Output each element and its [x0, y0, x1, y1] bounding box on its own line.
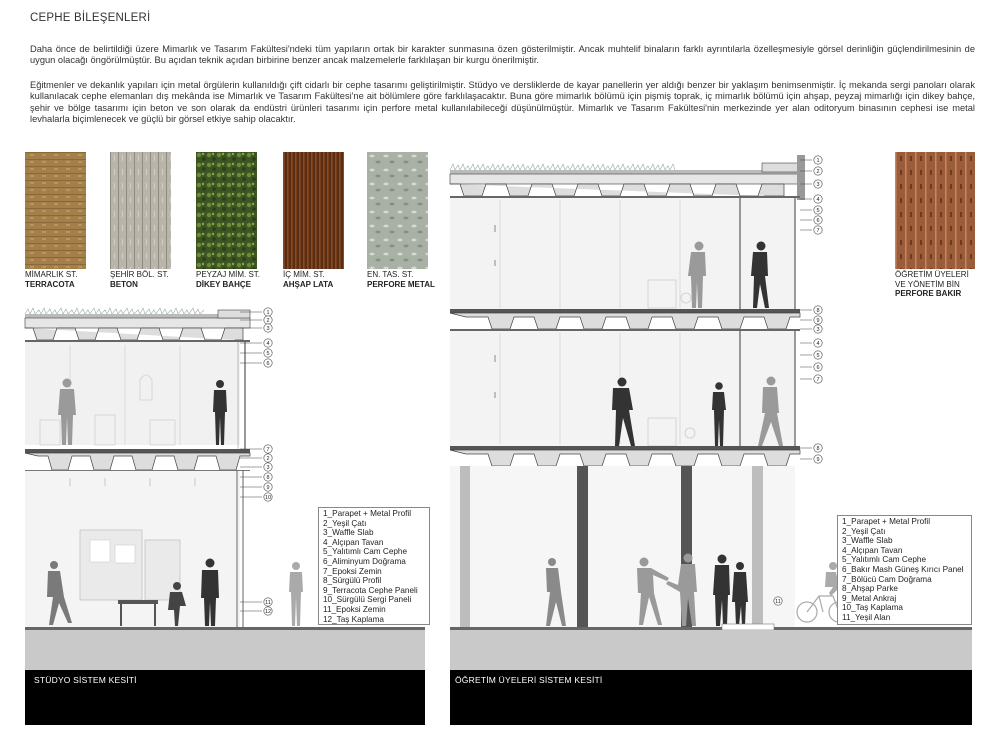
page-title: CEPHE BİLEŞENLERİ — [30, 12, 151, 24]
tag-number: 9 — [816, 457, 820, 464]
tag-number: 4 — [816, 197, 820, 204]
tag-number: 2 — [266, 318, 270, 325]
legend-item: 1_Parapet + Metal Profil — [323, 509, 412, 518]
legend-item: 12_Taş Kaplama — [323, 614, 384, 624]
tag-number: 9 — [816, 318, 820, 325]
tag-number: 2 — [266, 456, 270, 463]
material-name: AHŞAP LATA — [283, 279, 334, 289]
tag-number: 11 — [265, 600, 271, 607]
tag-number: 3 — [266, 465, 270, 472]
legend-item: 2_Yeşil Çatı — [323, 518, 367, 528]
legend-item: 6_Aliminyum Doğrama — [323, 557, 406, 566]
legend-item: 6_Bakır Mash Güneş Kırıcı Panel — [842, 565, 964, 574]
tag-number: 10 — [264, 495, 272, 502]
studio-tags — [264, 308, 272, 615]
faculty-caption: ÖĞRETİM ÜYELERİ SİSTEM KESİTİ — [455, 675, 603, 685]
tag-number: 6 — [816, 365, 820, 372]
material-dept: PEYZAJ MİM. ST. — [196, 270, 261, 279]
tag-number: 7 — [266, 447, 270, 454]
tag-number: 3 — [266, 326, 270, 333]
legend-item: 10_Taş Kaplama — [842, 603, 903, 613]
material-dept: MİMARLIK ST. — [25, 270, 78, 279]
tag-number: 4 — [266, 341, 270, 348]
tag-number: 6 — [816, 218, 820, 225]
tag-number: 3 — [816, 327, 820, 334]
legend-item: 9_Metal Ankraj — [842, 593, 897, 603]
studio-caption: STÜDYO SİSTEM KESİTİ — [34, 675, 137, 685]
intro-paragraph: Daha önce de belirtildiği üzere Mimarlık ve Tasarım Fakültesi'ndeki tüm yapıların ortak bir karakter sunmasına özen gösterilmiştir. Ancak muhtelif binaların farklı ayrıntılarla özelleşmesiyle görsel derinliğin güçlendirilmesinin de uygun olacağı öngörülmüştür. Bu açıdan teknik açıdan birbirine benzer ancak malzemelerle farklılaşan bir kurgu önerilmiştir. — [30, 44, 975, 66]
tag-number: 3 — [816, 182, 820, 189]
tag-number: 2 — [816, 169, 820, 176]
tag-number: 1 — [816, 158, 820, 165]
tag-number: 11 — [775, 599, 781, 606]
swatch-right-line1: ÖĞRETİM ÜYELERİ — [895, 270, 969, 279]
tag-number: 5 — [266, 351, 270, 358]
legend-item: 10_Sürgülü Sergi Paneli — [323, 595, 412, 605]
tag-number: 9 — [266, 485, 270, 492]
material-dept: ŞEHİR BÖL. ST. — [110, 270, 169, 279]
legend-item: 8_Sürgülü Profil — [323, 576, 382, 586]
material-dept: EN. TAS. ST. — [367, 270, 414, 279]
legend-item: 9_Terracota Cephe Paneli — [323, 585, 418, 595]
legend-item: 1_Parapet + Metal Profil — [842, 517, 931, 526]
legend-item: 11_Yeşil Alan — [842, 613, 891, 622]
tag-number: 1 — [266, 310, 270, 317]
legend-item: 11_Epoksi Zemin — [323, 605, 386, 614]
tag-number: 8 — [266, 475, 270, 482]
legend-item: 3_Waffle Slab — [842, 536, 893, 546]
legend-item: 5_Yalıtımlı Cam Cephe — [323, 547, 408, 557]
tag-number: 4 — [816, 341, 820, 348]
tag-number: 7 — [816, 228, 820, 235]
legend-item: 3_Waffle Slab — [323, 528, 374, 538]
tag-number: 8 — [816, 308, 820, 315]
swatch-right-material: PERFORE BAKIR — [895, 289, 962, 298]
legend-item: 4_Alçıpan Tavan — [323, 537, 384, 547]
legend-item: 4_Alçıpan Tavan — [842, 545, 903, 555]
legend-item: 7_Bölücü Cam Doğrama — [842, 574, 932, 584]
tag-number: 8 — [816, 446, 820, 453]
legend-item: 5_Yalıtımlı Cam Cephe — [842, 555, 927, 565]
tag-number: 12 — [264, 609, 272, 616]
swatch-right-line2: VE YÖNETİM BİN — [895, 279, 960, 289]
material-dept: İÇ MİM. ST. — [283, 270, 325, 279]
tag-number: 6 — [266, 361, 270, 368]
legend-item: 2_Yeşil Çatı — [842, 526, 886, 536]
tag-number: 5 — [816, 353, 820, 360]
material-name: BETON — [110, 279, 138, 289]
facade-paragraph: Eğitmenler ve dekanlık yapıları için metal örgülerin kullanıldığı çift cidarlı bir cephe tasarımı geliştirilmiştir. Stüdyo ve dersliklerde de kayar panellerin yer aldığı benzer bir yaklaşım benimsenmiştir. İç mekanda sergi panoları olarak kullanılacak cephe elemanları dış mekânda ise Mimarlık ve Tasarım Fakültesi'ne ait bölümlere göre farklılaşacaktır. Buna göre mimarlık bölümü için pişmiş toprak, iç mimarlık bölümü için ahşap, peyzaj mimarlığı için dikey bahçe, şehir ve bölge tasarımı için beton ve son olarak da endüstri ürünleri tasarımı için perfore metal kullanılabileceği düşünülmüştür. Mimarlık ve Tasarım Fakültesi'nin merkezinde yer alan oditoryum binasının cephesi ise metal levhalarla biçimlenecek ve güçlü bir görsel etkiye sahip olacaktır. — [30, 80, 975, 124]
legend-item: 7_Epoksi Zemin — [323, 566, 382, 576]
legend-item: 8_Ahşap Parke — [842, 584, 898, 594]
tag-number: 5 — [816, 208, 820, 215]
material-name: TERRACOTA — [25, 279, 75, 289]
material-name: DİKEY BAHÇE — [196, 279, 251, 289]
material-name: PERFORE METAL — [367, 279, 435, 289]
tag-number: 7 — [816, 377, 820, 384]
